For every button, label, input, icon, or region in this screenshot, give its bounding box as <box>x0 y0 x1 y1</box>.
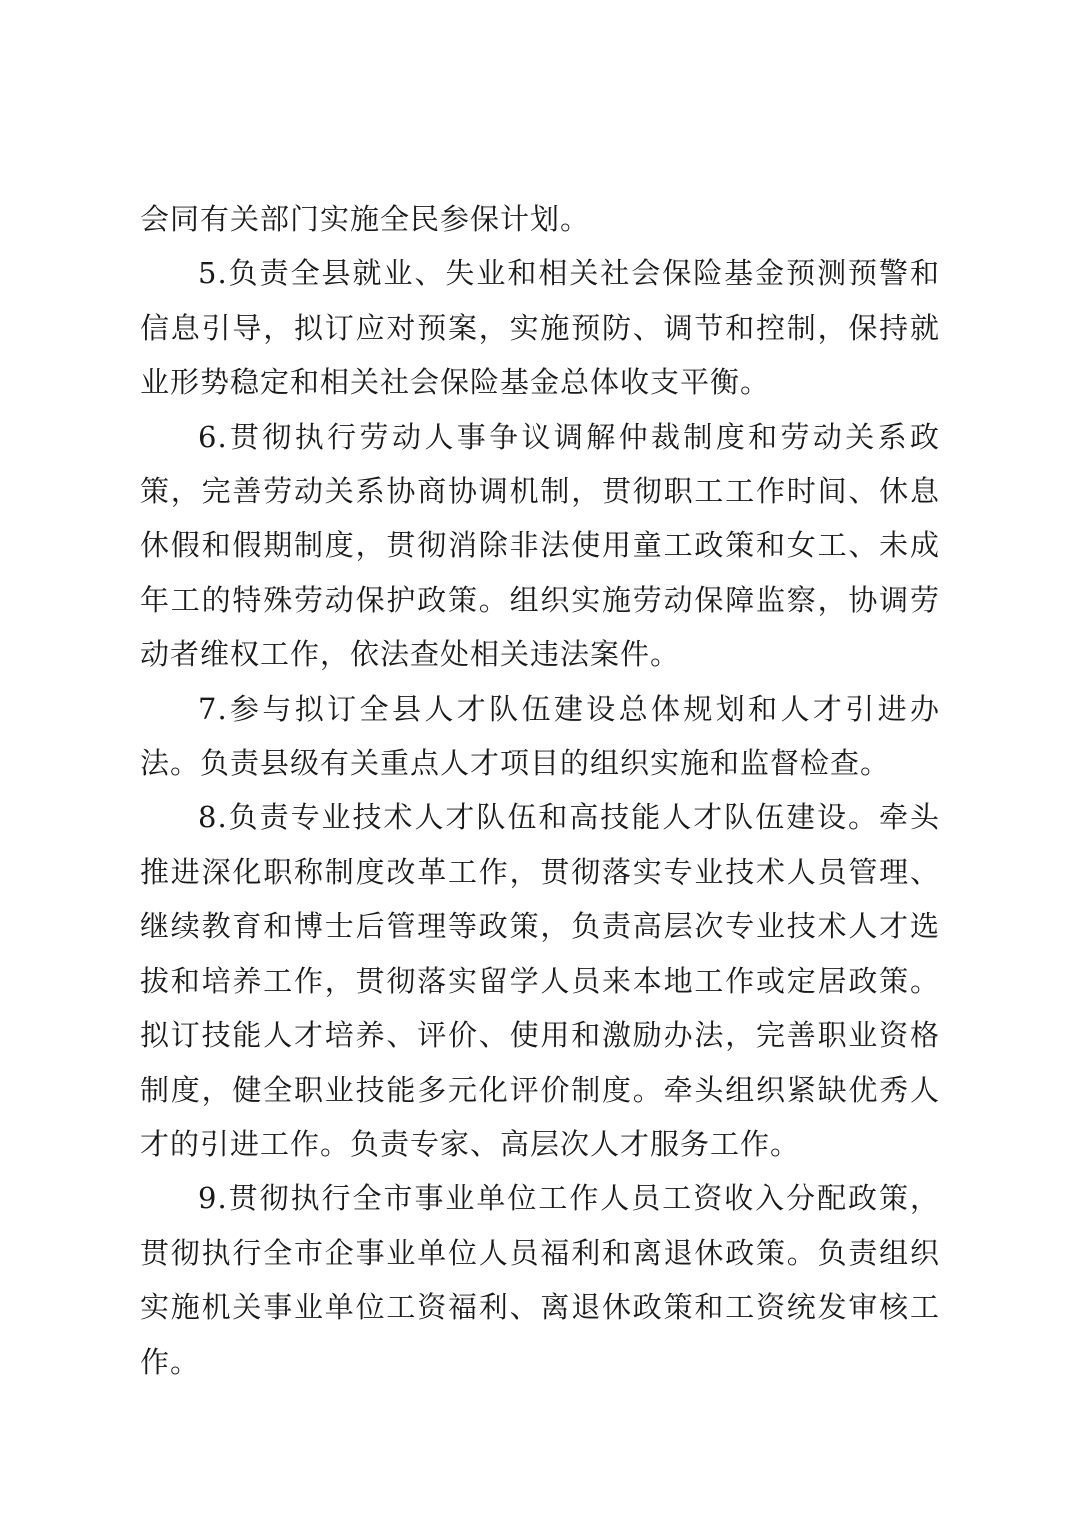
paragraph-item-8: 8.负责专业技术人才队伍和高技能人才队伍建设。牵头推进深化职称制度改革工作，贯彻落实专业技术人员管理、继续教育和博士后管理等政策，负责高层次专业技术人才选拔和培养工作，贯彻落实留学人员来本地工作或定居政策。拟订技能人才培养、评价、使用和激励办法，完善职业资格制度，健全职业技能多元化评价制度。牵头组织紧缺优秀人才的引进工作。负责专家、高层次人才服务工作。 <box>140 800 940 1161</box>
paragraph-item-9: 9.贯彻执行全市事业单位工作人员工资收入分配政策，贯彻执行全市企事业单位人员福利和离退休政策。负责组织实施机关事业单位工资福利、离退休政策和工资统发审核工作。 <box>140 1181 940 1379</box>
document-body <box>140 192 940 1389</box>
paragraph-item-6: 6.贯彻执行劳动人事争议调解仲裁制度和劳动关系政策，完善劳动关系协商协调机制，贯彻职工工作时间、休息休假和假期制度，贯彻消除非法使用童工政策和女工、未成年工的特殊劳动保护政策。组织实施劳动保障监察，协调劳动者维权工作，依法查处相关违法案件。 <box>140 419 940 672</box>
paragraph-continuation: 会同有关部门实施全民参保计划。 <box>140 202 591 236</box>
paragraph-item-5: 5.负责全县就业、失业和相关社会保险基金预测预警和信息引导，拟订应对预案，实施预防、调节和控制，保持就业形势稳定和相关社会保险基金总体收支平衡。 <box>140 256 940 400</box>
paragraph-item-7: 7.参与拟订全县人才队伍建设总体规划和人才引进办法。负责县级有关重点人才项目的组织实施和监督检查。 <box>140 691 940 781</box>
